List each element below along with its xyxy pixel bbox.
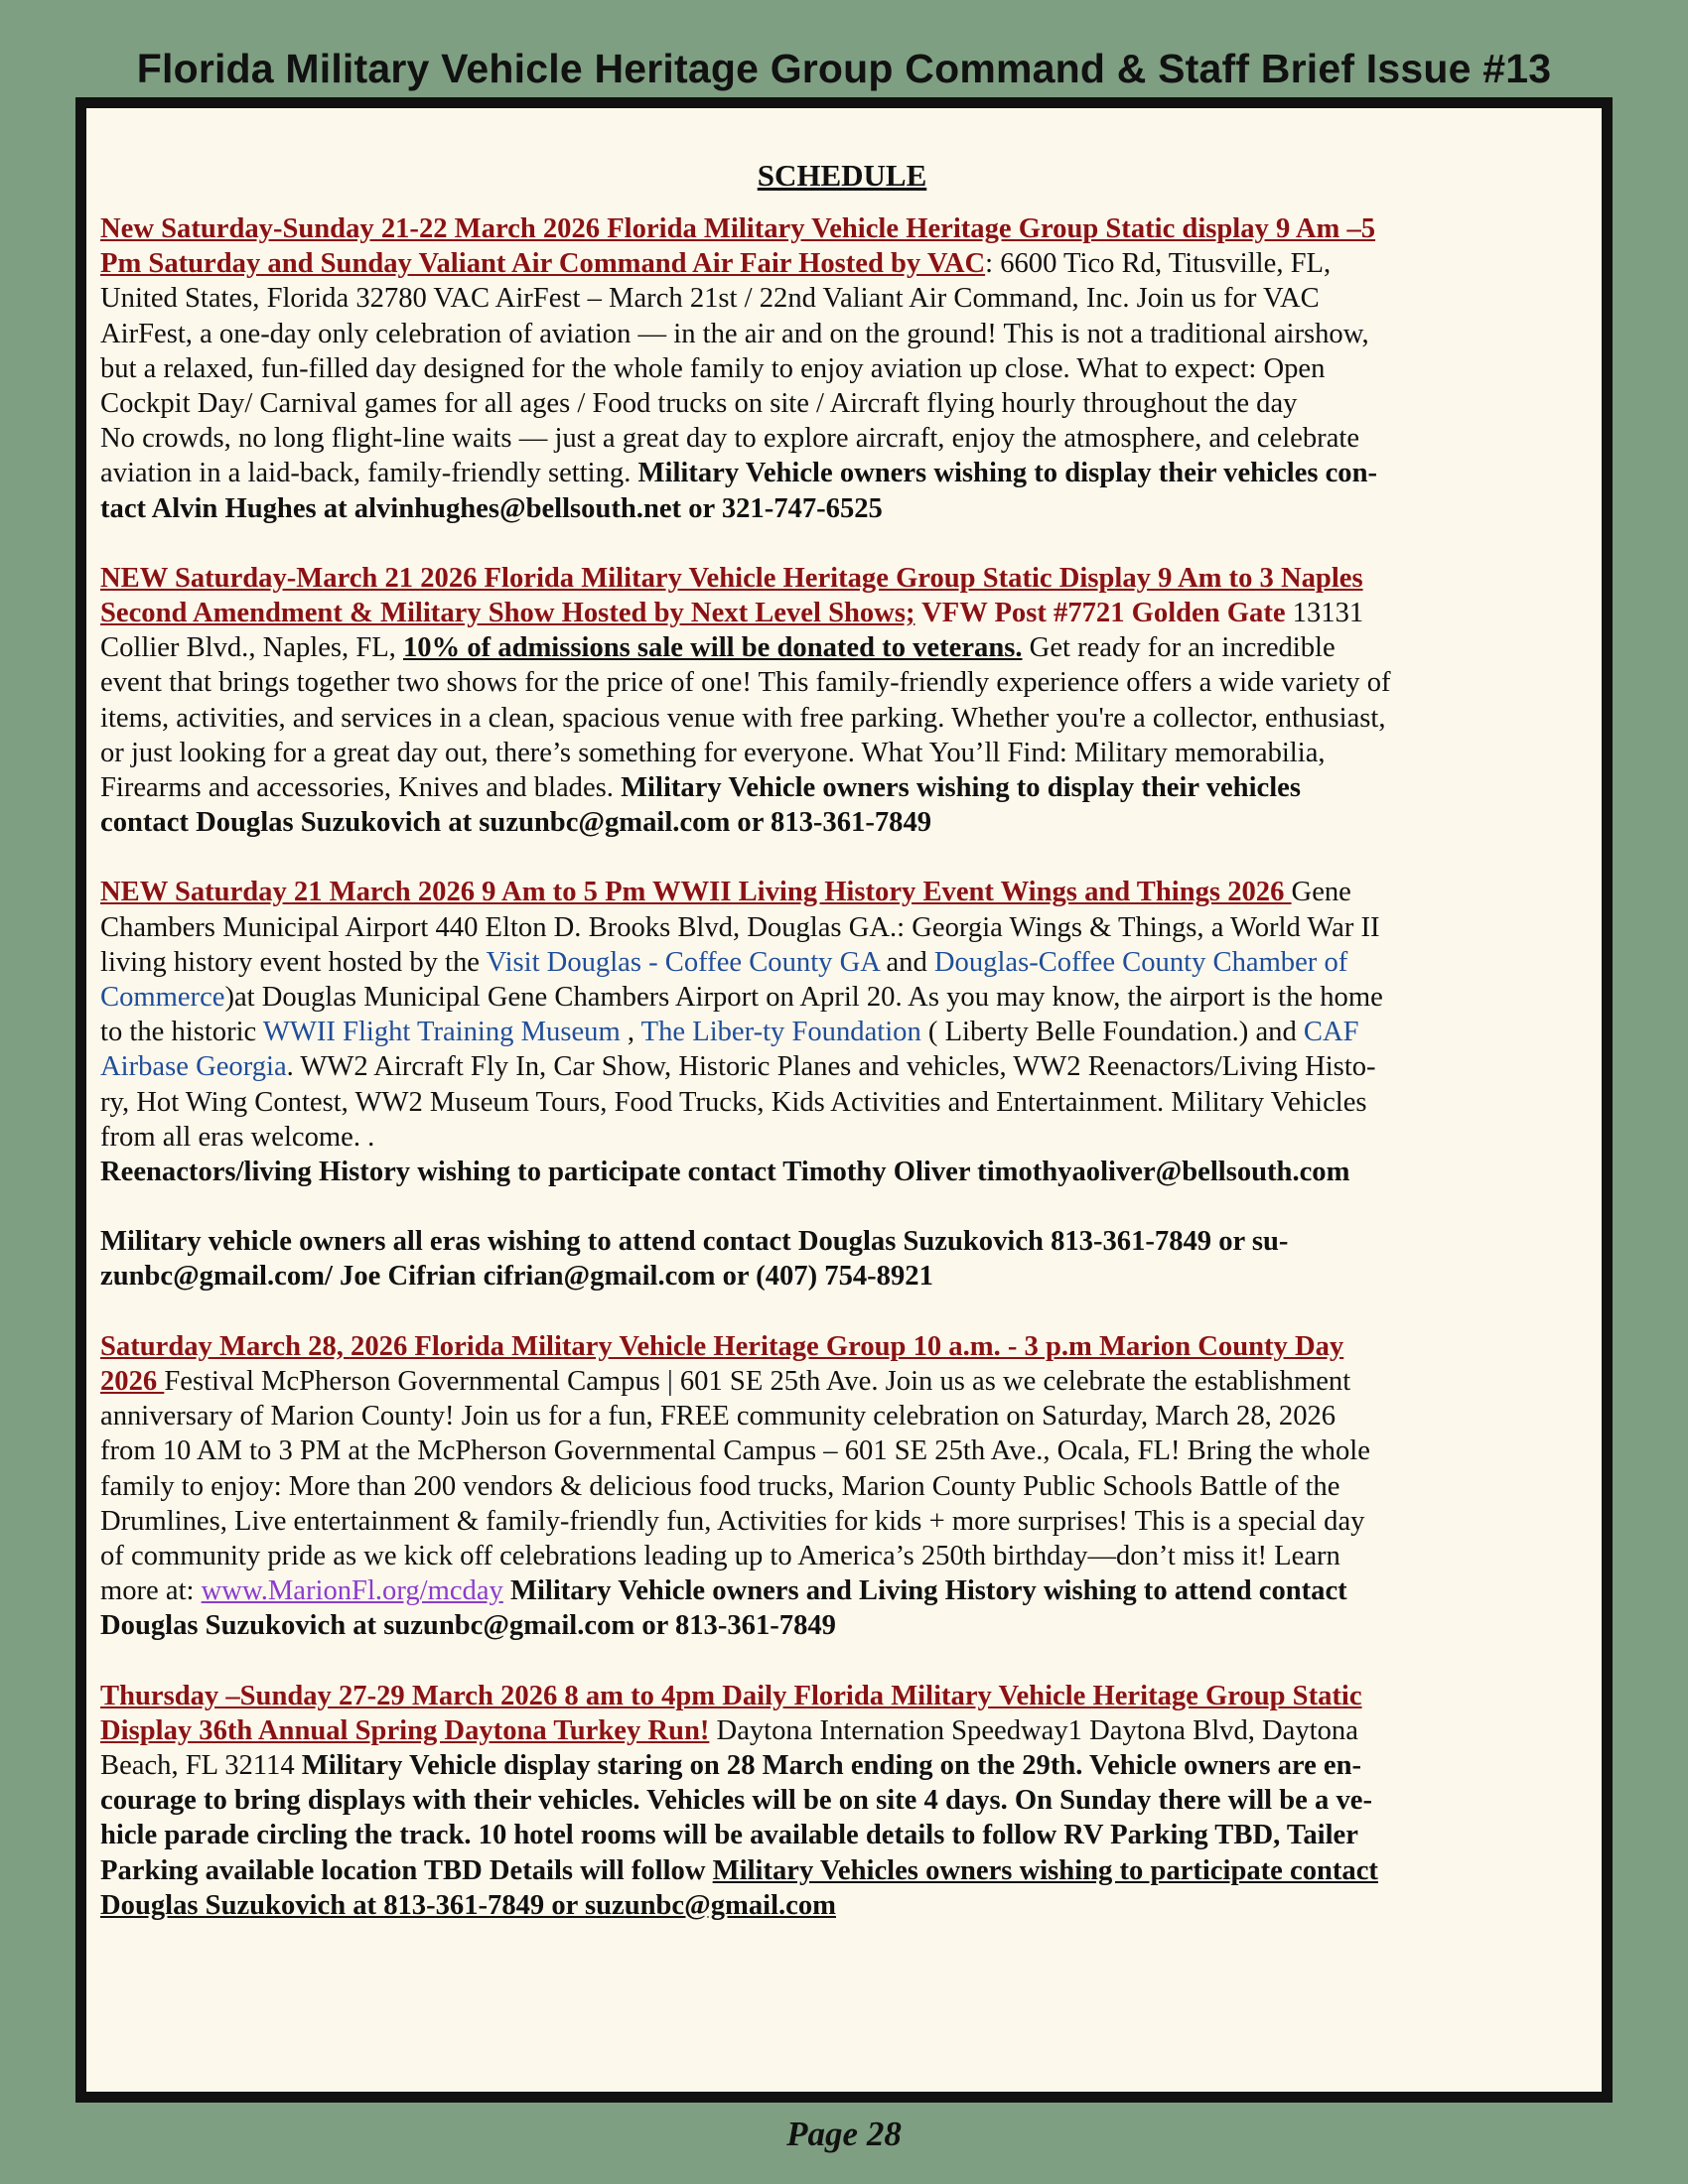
event-text: ( Liberty Belle Foundation.) and: [920, 1017, 1304, 1048]
event-text: Festival McPherson Governmental Campus | 601 SE 25th Ave. Join us as we celebrate the establishment: [164, 1365, 1351, 1397]
schedule-heading: SCHEDULE: [757, 158, 927, 193]
event-text: or just looking for a great day out, there’s something for everyone. What You’ll Find: Military memorabilia,: [100, 737, 1326, 768]
event-contact: Military Vehicle owners and Living History wishing to attend contact: [502, 1575, 1347, 1607]
masthead-title: Florida Military Vehicle Heritage Group Command & Staff Brief Issue #13: [136, 46, 1552, 91]
event-text: : 6600 Tico Rd, Titusville, FL,: [985, 248, 1332, 280]
event-vac-airfest: [100, 211, 1584, 526]
event-text: and: [879, 946, 934, 978]
event-text: No crowds, no long flight-line waits — just a great day to explore aircraft, enjoy the atmosphere, and celebrate: [100, 423, 1360, 455]
event-text: event that brings together two shows for the price of one! This family-friendly experience offers a wide variety of: [100, 667, 1391, 699]
event-text: Collier Blvd., Naples, FL,: [100, 632, 403, 664]
link-marion-mcday[interactable]: www.MarionFl.org/mcday: [201, 1575, 503, 1607]
event-venue: VFW Post #7721 Golden Gate: [914, 598, 1286, 629]
event-contact: Military Vehicle owners wishing to display their vehicles con-: [637, 458, 1378, 489]
content-panel: [86, 108, 1602, 2092]
event-text: items, activities, and services in a clean, spacious venue with free parking. Whether you're a collector, enthusiast,: [100, 702, 1386, 734]
donation-note: 10% of admissions sale will be donated to veterans.: [402, 632, 1023, 664]
link-flight-museum[interactable]: WWII Flight Training Museum: [262, 1017, 621, 1048]
event-contact: zunbc@gmail.com/ Joe Cifrian cifrian@gmail.com or (407) 754-8921: [100, 1261, 933, 1293]
link-chamber-of-commerce[interactable]: Douglas-Coffee County Chamber of: [933, 946, 1348, 978]
event-text: ry, Hot Wing Contest, WW2 Museum Tours, Food Trucks, Kids Activities and Entertainment. Military Vehicles: [100, 1086, 1367, 1118]
event-marion-county-day: [100, 1329, 1584, 1644]
event-details: hicle parade circling the track. 10 hotel rooms will be available details to follow RV Parking TBD, Tailer: [100, 1820, 1358, 1851]
link-caf-airbase[interactable]: Airbase Georgia: [100, 1051, 287, 1083]
event-contact: Douglas Suzukovich at suzunbc@gmail.com or 813-361-7849: [100, 1610, 836, 1642]
event-text: of community pride as we kick off celebrations leading up to America’s 250th birthday—don’t miss it! Learn: [100, 1540, 1340, 1571]
event-title: Pm Saturday and Sunday Valiant Air Command Air Fair Hosted by VAC: [100, 248, 986, 280]
event-text: from all eras welcome. .: [100, 1121, 375, 1153]
event-text: )at Douglas Municipal Gene Chambers Airport on April 20. As you may know, the airport is the home: [224, 982, 1383, 1014]
event-contact: contact Douglas Suzukovich at suzunbc@gmail.com or 813-361-7849: [100, 807, 932, 839]
link-chamber-of-commerce[interactable]: Commerce: [100, 982, 225, 1014]
event-text: . WW2 Aircraft Fly In, Car Show, Historic Planes and vehicles, WW2 Reenactors/Living Histo-: [286, 1051, 1376, 1083]
event-text: Gene: [1291, 877, 1351, 908]
event-text: Firearms and accessories, Knives and blades.: [100, 772, 622, 804]
event-details: courage to bring displays with their vehicles. Vehicles will be on site 4 days. On Sunday there will be a ve-: [100, 1785, 1372, 1817]
event-text: from 10 AM to 3 PM at the McPherson Governmental Campus – 601 SE 25th Ave., Ocala, FL! Bring the whole: [100, 1435, 1370, 1467]
event-text: anniversary of Marion County! Join us for a fun, FREE community celebration on Saturday, March 28, 2026: [100, 1401, 1336, 1433]
event-text: United States, Florida 32780 VAC AirFest – March 21st / 22nd Valiant Air Command, Inc. Join us for VAC: [100, 283, 1320, 315]
event-text: AirFest, a one-day only celebration of aviation — in the air and on the ground! This is not a traditional airshow,: [100, 318, 1369, 349]
event-contact: tact Alvin Hughes at alvinhughes@bellsouth.net or 321-747-6525: [100, 492, 883, 524]
event-text: but a relaxed, fun-filled day designed for the whole family to enjoy aviation up close. What to expect: Open: [100, 352, 1326, 384]
link-liberty-foundation[interactable]: The Liber-ty Foundation: [640, 1017, 921, 1048]
event-daytona-turkey-run: [100, 1679, 1584, 1923]
event-wings-and-things: [100, 875, 1584, 1294]
event-text: family to enjoy: More than 200 vendors & delicious food trucks, Marion County Public Schools Battle of the: [100, 1470, 1340, 1502]
event-contact: Military vehicle owners all eras wishing to attend contact Douglas Suzukovich 813-361-7849 or su-: [100, 1226, 1289, 1258]
event-text: Beach, FL 32114: [100, 1749, 302, 1781]
event-text: Daytona Internation Speedway1 Daytona Blvd, Daytona: [709, 1714, 1358, 1746]
event-text: Drumlines, Live entertainment & family-friendly fun, Activities for kids + more surprises! This is a special day: [100, 1505, 1365, 1537]
event-title: New Saturday-Sunday 21-22 March 2026 Florida Military Vehicle Heritage Group Static display 9 Am –5: [100, 213, 1376, 244]
event-details: Parking available location TBD Details will follow: [100, 1854, 713, 1886]
link-caf-airbase[interactable]: CAF: [1303, 1017, 1359, 1048]
event-text: to the historic: [100, 1017, 263, 1048]
event-naples-show: [100, 561, 1584, 841]
event-title: Display 36th Annual Spring Daytona Turkey Run!: [100, 1714, 710, 1746]
page-number: Page 28: [786, 2115, 902, 2153]
spacer: [100, 1189, 1584, 1224]
event-text: 13131: [1285, 598, 1364, 629]
event-title: NEW Saturday-March 21 2026 Florida Military Vehicle Heritage Group Static Display 9 Am to 3 Naples: [100, 562, 1363, 594]
event-contact: Douglas Suzukovich at 813-361-7849 or suzunbc@gmail.com: [100, 1889, 836, 1921]
event-text: Cockpit Day/ Carnival games for all ages / Food trucks on site / Aircraft flying hourly throughout the day: [100, 388, 1298, 420]
event-title: Saturday March 28, 2026 Florida Military Vehicle Heritage Group 10 a.m. - 3 p.m Marion County Day: [100, 1330, 1344, 1362]
event-text: aviation in a laid-back, family-friendly setting.: [100, 458, 638, 489]
event-title: NEW Saturday 21 March 2026 9 Am to 5 Pm WWII Living History Event Wings and Things 2026: [100, 877, 1292, 908]
event-title: 2026: [100, 1365, 165, 1397]
event-contact: Reenactors/living History wishing to participate contact Timothy Oliver timothyaoliver@bellsouth.com: [100, 1157, 1350, 1188]
event-title: Second Amendment & Military Show Hosted by Next Level Shows;: [100, 598, 915, 629]
page-frame: [75, 97, 1613, 2103]
event-text: ,: [620, 1017, 641, 1048]
event-contact: Military Vehicles owners wishing to participate contact: [712, 1854, 1378, 1886]
link-visit-douglas[interactable]: Visit Douglas - Coffee County GA: [486, 946, 880, 978]
event-text: Chambers Municipal Airport 440 Elton D. Brooks Blvd, Douglas GA.: Georgia Wings & Things, a World War II: [100, 911, 1380, 943]
event-contact: Military Vehicle owners wishing to display their vehicles: [621, 772, 1301, 804]
event-details: Military Vehicle display staring on 28 March ending on the 29th. Vehicle owners are en-: [301, 1749, 1362, 1781]
event-title: Thursday –Sunday 27-29 March 2026 8 am to 4pm Daily Florida Military Vehicle Heritage Group Static: [100, 1680, 1362, 1711]
event-text: more at:: [100, 1575, 202, 1607]
event-text: living history event hosted by the: [100, 946, 487, 978]
event-text: Get ready for an incredible: [1022, 632, 1336, 664]
